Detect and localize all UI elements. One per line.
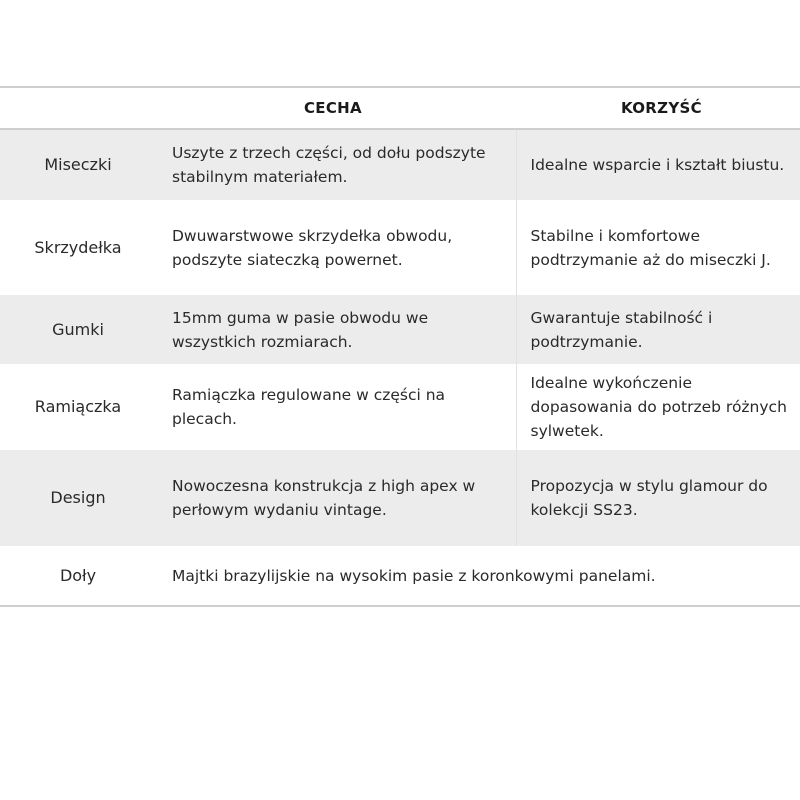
row-name: Ramiączka xyxy=(34,397,122,416)
row-benefit: Idealne wsparcie i kształt biustu. xyxy=(516,129,800,200)
row-feature: Uszyte z trzech części, od dołu podszyte stabilnym materiałem. xyxy=(156,129,516,200)
row-feature: Majtki brazylijskie na wysokim pasie z koronkowymi panelami. xyxy=(172,566,656,585)
row-benefit: Stabilne i komfortowe podtrzymanie aż do miseczki J. xyxy=(516,200,800,295)
row-name: Design xyxy=(0,450,156,546)
header-empty xyxy=(0,87,156,129)
row-feature: Nowoczesna konstrukcja z high apex w perłowym wydaniu vintage. xyxy=(156,450,516,546)
header-row xyxy=(0,87,800,129)
table-body xyxy=(0,129,800,606)
table-row xyxy=(0,546,800,606)
table-row xyxy=(0,129,800,200)
row-feature: Dwuwarstwowe skrzydełka obwodu, podszyte siateczką powernet. xyxy=(172,226,453,269)
row-benefit: Gwarantuje stabilność i podtrzymanie. xyxy=(516,295,800,364)
row-name: Miseczki xyxy=(0,129,156,200)
feature-table-container xyxy=(0,86,800,607)
header-cecha: CECHA xyxy=(304,99,362,117)
row-benefit: Idealne wykończenie dopasowania do potrzeb różnych sylwetek. xyxy=(516,364,800,450)
row-feature: Ramiączka regulowane w części na plecach. xyxy=(172,386,446,428)
row-name: Gumki xyxy=(0,295,156,364)
row-feature: 15mm guma w pasie obwodu we wszystkich rozmiarach. xyxy=(156,295,516,364)
row-name: Doły xyxy=(59,565,97,585)
table-row xyxy=(0,200,800,295)
table-row xyxy=(0,364,800,450)
row-name: Skrzydełka xyxy=(34,237,122,257)
table-row xyxy=(0,295,800,364)
table-row xyxy=(0,450,800,546)
table-header xyxy=(0,87,800,129)
feature-benefit-table xyxy=(0,86,800,607)
row-benefit: Propozycja w stylu glamour do kolekcji SS23. xyxy=(516,450,800,546)
header-korzysc: KORZYŚĆ xyxy=(621,99,702,117)
